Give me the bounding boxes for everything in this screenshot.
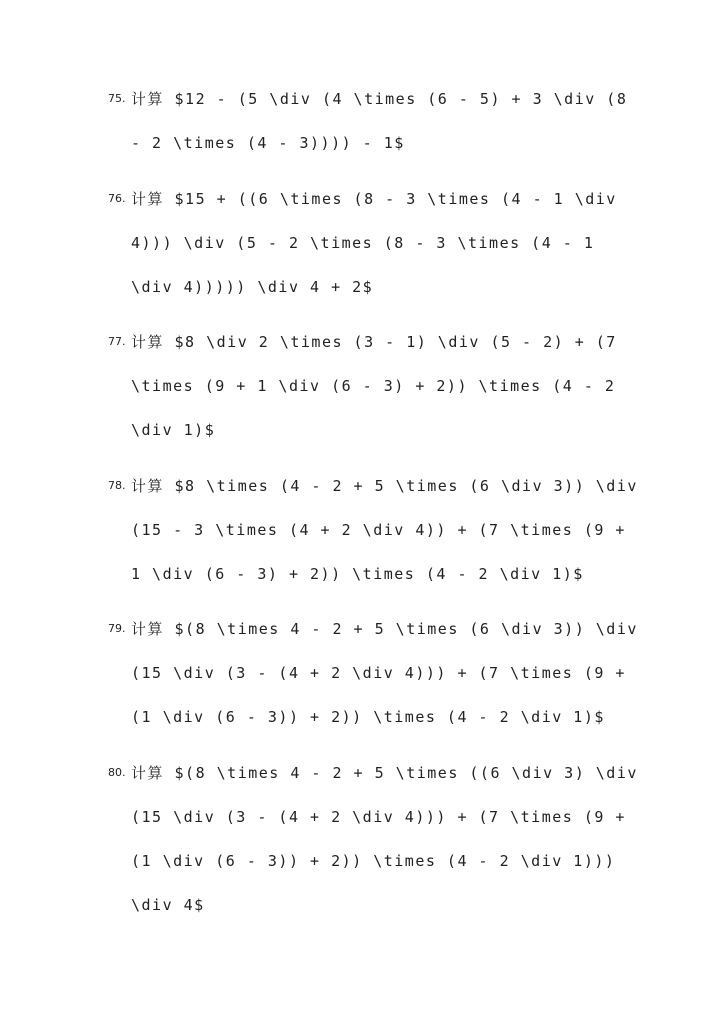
problem-text-line: (15 - 3 \times (4 + 2 \div 4)) + (7 \times (9 + [131, 521, 626, 539]
problem-text-line: 计算 $8 \times (4 - 2 + 5 \times (6 \div 3)) \div [131, 477, 638, 495]
problem-number: 75. [108, 92, 126, 105]
problem-text-line: \times (9 + 1 \div (6 - 3) + 2)) \times (4 - 2 [131, 377, 616, 395]
problem-text-line: (15 \div (3 - (4 + 2 \div 4))) + (7 \times (9 + [131, 664, 626, 682]
problem-text-line: 计算 $15 + ((6 \times (8 - 3 \times (4 - 1 \div [131, 190, 617, 208]
problem-text-line: 计算 $(8 \times 4 - 2 + 5 \times (6 \div 3)) \div [131, 620, 638, 638]
problem-text-line: 1 \div (6 - 3) + 2)) \times (4 - 2 \div 1)$ [131, 565, 584, 583]
problem-text-line: 计算 $(8 \times 4 - 2 + 5 \times ((6 \div 3) \div [131, 764, 638, 782]
problem-text-line: (15 \div (3 - (4 + 2 \div 4))) + (7 \times (9 + [131, 808, 626, 826]
problem-text-line: \div 1)$ [131, 421, 216, 439]
problem-text-line: \div 4$ [131, 896, 205, 914]
problem-text-line: \div 4))))) \div 4 + 2$ [131, 278, 374, 296]
problem-number: 77. [108, 335, 126, 348]
problem-number: 78. [108, 479, 126, 492]
problem-text-line: (1 \div (6 - 3)) + 2)) \times (4 - 2 \div 1)$ [131, 708, 605, 726]
problem-text-line: 计算 $12 - (5 \div (4 \times (6 - 5) + 3 \div (8 [131, 90, 628, 108]
problem-text-line: - 2 \times (4 - 3)))) - 1$ [131, 134, 405, 152]
problem-text-line: 4))) \div (5 - 2 \times (8 - 3 \times (4 - 1 [131, 234, 595, 252]
problem-text-line: 计算 $8 \div 2 \times (3 - 1) \div (5 - 2) + (7 [131, 333, 617, 351]
problem-number: 79. [108, 622, 126, 635]
problem-number: 80. [108, 766, 126, 779]
problem-number: 76. [108, 192, 126, 205]
problem-text-line: (1 \div (6 - 3)) + 2)) \times (4 - 2 \div 1))) [131, 852, 616, 870]
